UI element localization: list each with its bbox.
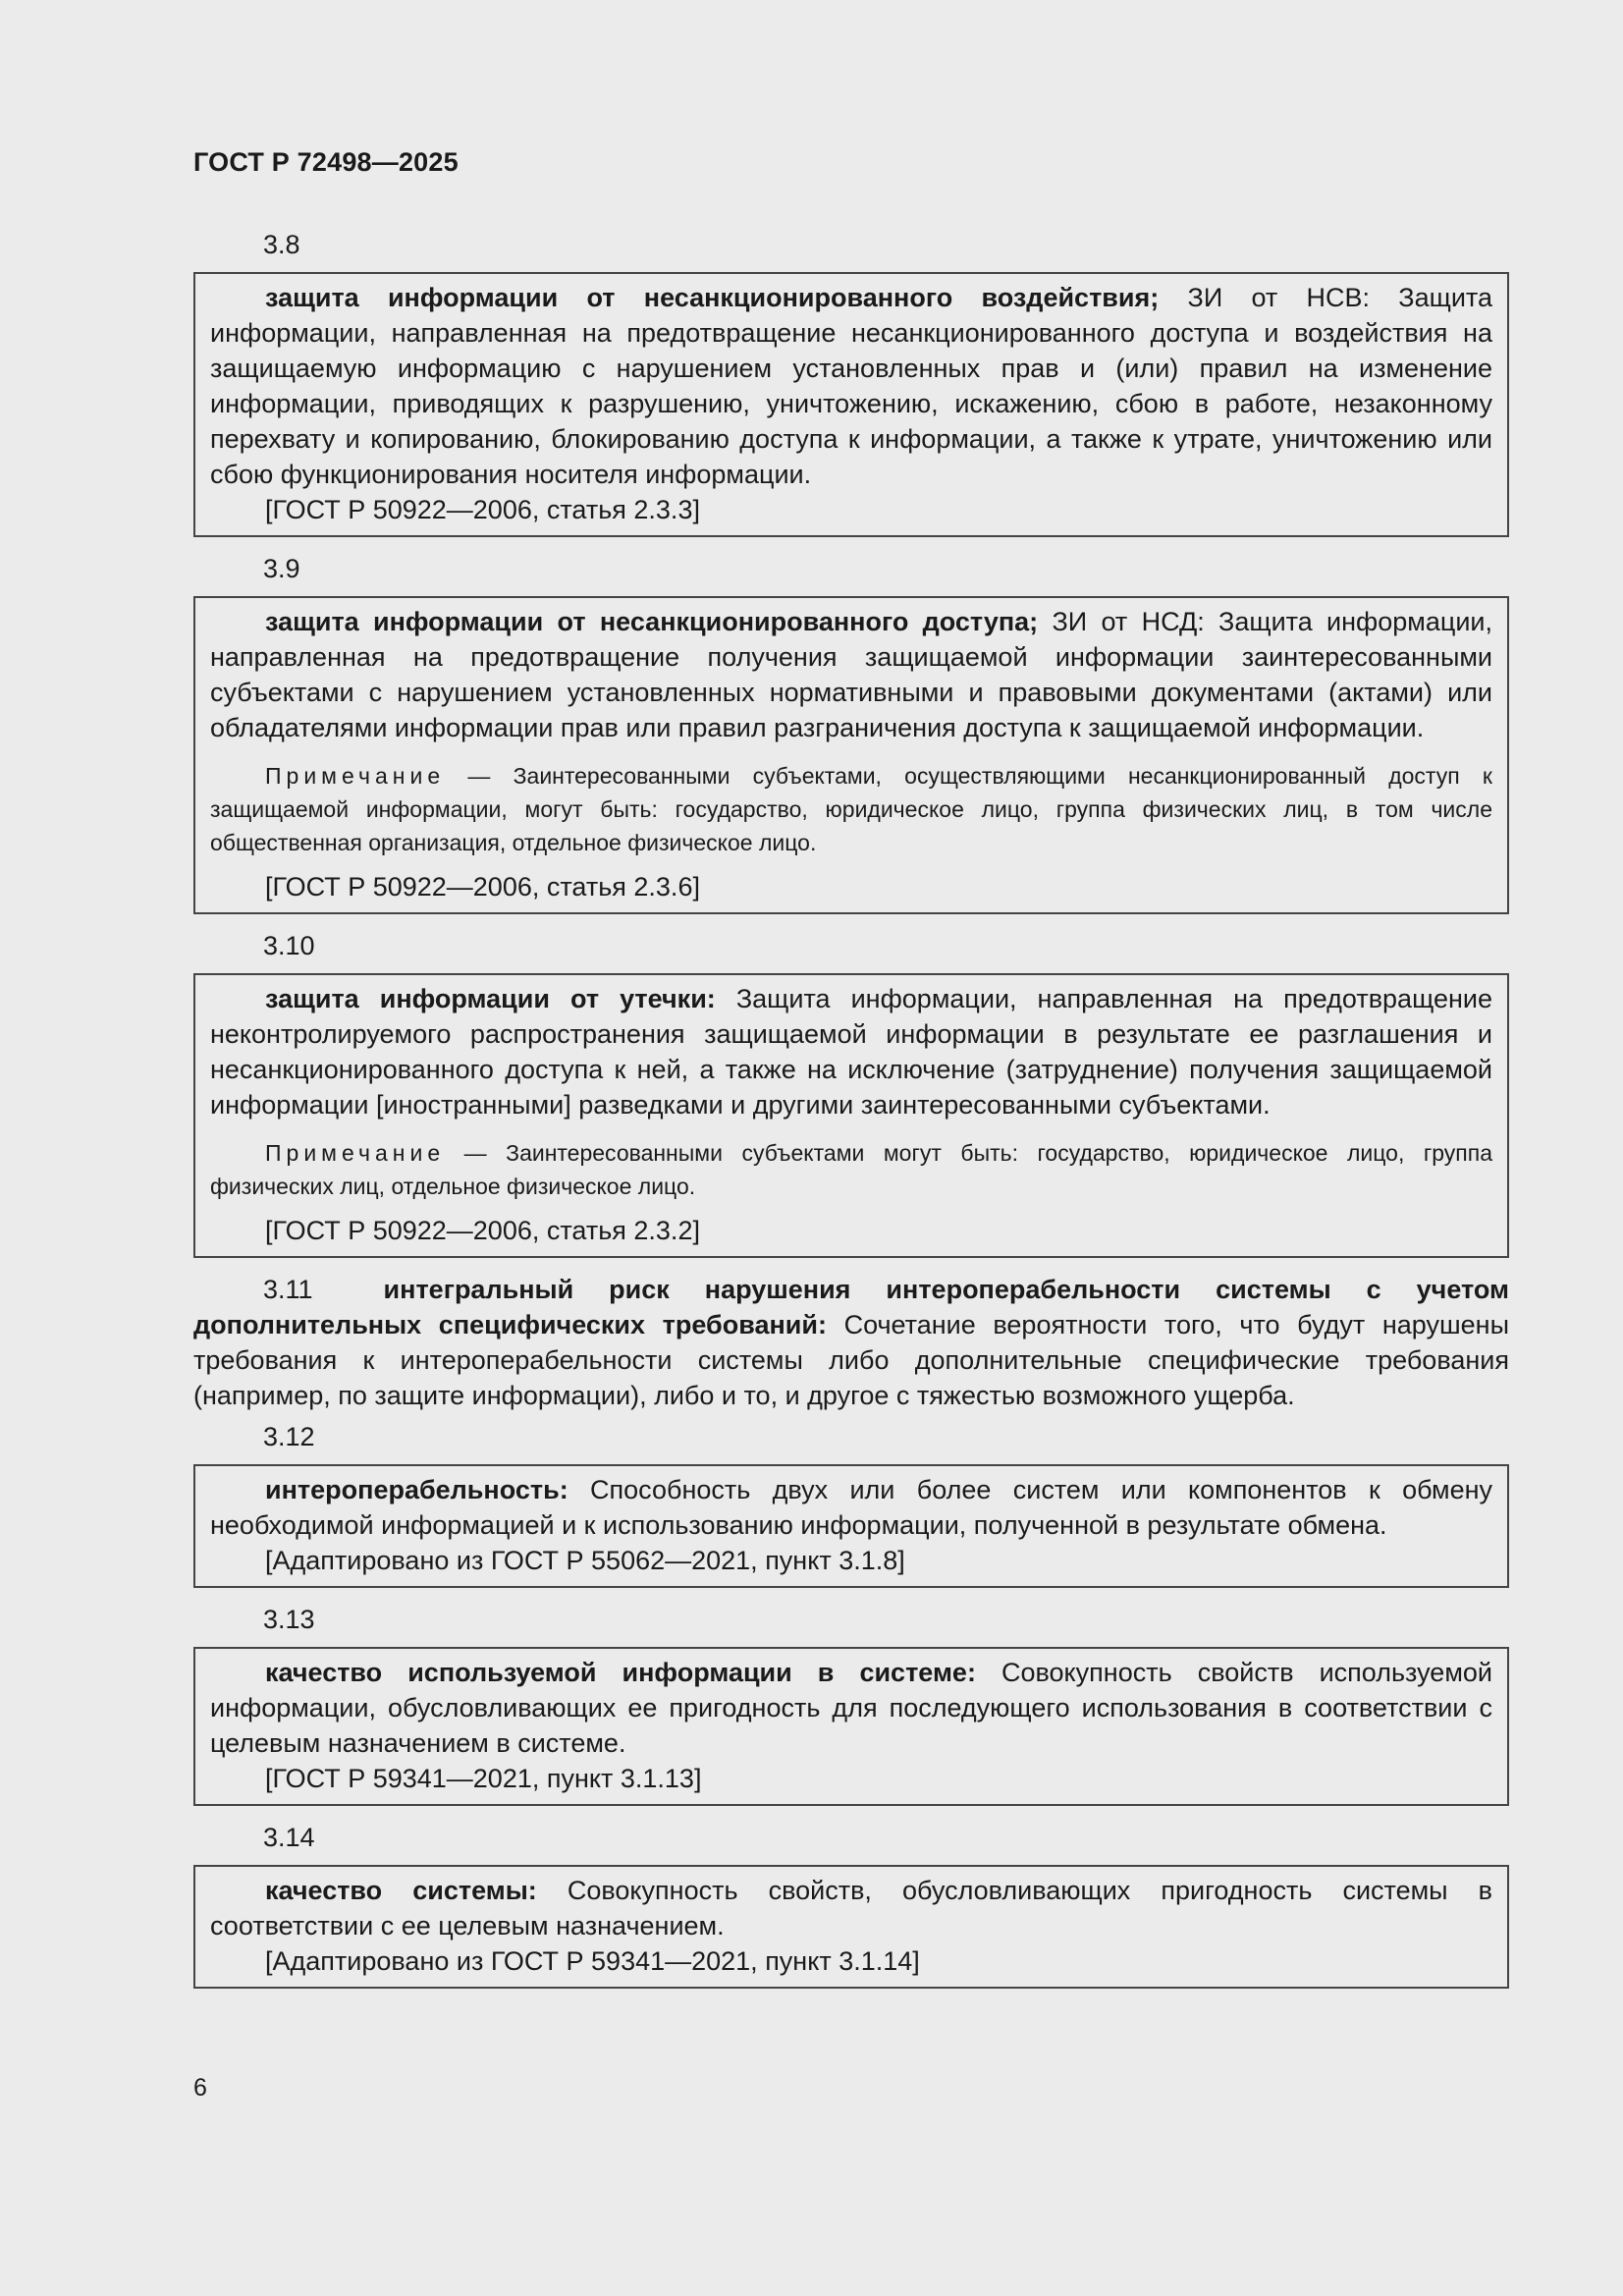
term-box (193, 1865, 1509, 1989)
term-note (210, 759, 1492, 859)
document-code-header: ГОСТ Р 72498—2025 (193, 147, 459, 177)
terms-section (193, 221, 1509, 2002)
definition-text: Совокупность свойств, обусловливающих пригодность системы в соответствии с ее целевым назначением. (210, 1876, 1492, 1941)
note-label: Примечание (265, 763, 446, 789)
term-title: интероперабельность: (265, 1475, 568, 1504)
term-box (193, 973, 1509, 1258)
term-title: качество системы: (265, 1876, 537, 1905)
term-title: защита информации от утечки: (265, 984, 716, 1013)
term-box (193, 272, 1509, 537)
definition-text: ЗИ от НСВ: Защита информации, направленная на предотвращение несанкционированного доступа и воздействия на защищаемую информацию с нарушением установленных прав и (или) правил на изменение информации, приводящих к разрушению, уничтожению, искажению, сбою в работе, незаконному перехвату и копированию, блокированию доступа к информации, а также к утрате, уничтожению или сбою функционирования носителя информации. (210, 283, 1493, 489)
term-definition (210, 1655, 1492, 1761)
term-plain (193, 1272, 1509, 1413)
term-source: [ГОСТ Р 59341—2021, пункт 3.1.13] (265, 1764, 702, 1793)
term-definition (210, 1873, 1492, 1943)
term-definition (210, 604, 1492, 745)
definition-text: ЗИ от НСД: Защита информации, направленная на предотвращение получения защищаемой информации заинтересованными субъектами с нарушением установленных нормативными и правовыми документами (актами) или обладателями информации прав или правил разграничения доступа к защищаемой информации. (210, 607, 1492, 742)
term-box (193, 1464, 1509, 1588)
term-definition (210, 981, 1492, 1122)
term-number: 3.12 (263, 1422, 315, 1451)
term-box (193, 596, 1509, 914)
definition-text: Защита информации, направленная на предотвращение неконтролируемого распространения защищаемой информации в результате ее разглашения и несанкционированного доступа к ней, а также на исключение (затруднение) получения защищаемой информации [иностранными] разведками и другими заинтересованными субъектами. (210, 984, 1493, 1120)
note-label: Примечание (265, 1140, 446, 1166)
term-box (193, 1647, 1509, 1806)
term-source: [Адаптировано из ГОСТ Р 59341—2021, пункт 3.1.14] (265, 1946, 920, 1976)
term-title: защита информации от несанкционированного воздействия; (265, 283, 1160, 312)
term-note (210, 1136, 1492, 1203)
note-text: — Заинтересованными субъектами могут быть: государство, юридическое лицо, группа физических лиц, отдельное физическое лицо. (210, 1140, 1492, 1199)
term-number: 3.11 (263, 1275, 313, 1304)
term-number: 3.13 (263, 1605, 315, 1634)
term-source: [ГОСТ Р 50922—2006, статья 2.3.3] (265, 495, 700, 524)
definition-text: Способность двух или более систем или компонентов к обмену необходимой информацией и к использованию информации, полученной в результате обмена. (210, 1475, 1492, 1540)
definition-text: Совокупность свойств используемой информации, обусловливающих ее пригодность для последующего использования в соответствии с целевым назначением в системе. (210, 1658, 1492, 1758)
term-title: интегральный риск нарушения интероперабельности системы с учетом дополнительных специфических требований: (193, 1275, 1509, 1339)
note-text: — Заинтересованными субъектами, осуществляющими несанкционированный доступ к защищаемой информации, могут быть: государство, юридическое лицо, группа физических лиц, в том числе общественная организация, отдельное физическое лицо. (210, 763, 1492, 855)
term-title: защита информации от несанкционированного доступа; (265, 607, 1039, 636)
term-source: [Адаптировано из ГОСТ Р 55062—2021, пункт 3.1.8] (265, 1546, 905, 1575)
term-definition (210, 1472, 1492, 1543)
term-number: 3.14 (263, 1823, 315, 1852)
term-source: [ГОСТ Р 50922—2006, статья 2.3.2] (265, 1216, 700, 1245)
term-number: 3.9 (263, 554, 300, 583)
term-definition (210, 280, 1492, 492)
term-number: 3.10 (263, 931, 315, 960)
definition-text: Сочетание вероятности того, что будут нарушены требования к интероперабельности системы либо дополнительные специфические требования (например, по защите информации), либо и то, и другое с тяжестью возможного ущерба. (193, 1310, 1509, 1410)
term-source: [ГОСТ Р 50922—2006, статья 2.3.6] (265, 872, 700, 902)
page-number: 6 (193, 2074, 207, 2102)
term-number: 3.8 (263, 230, 300, 259)
term-title: качество используемой информации в системе: (265, 1658, 976, 1687)
